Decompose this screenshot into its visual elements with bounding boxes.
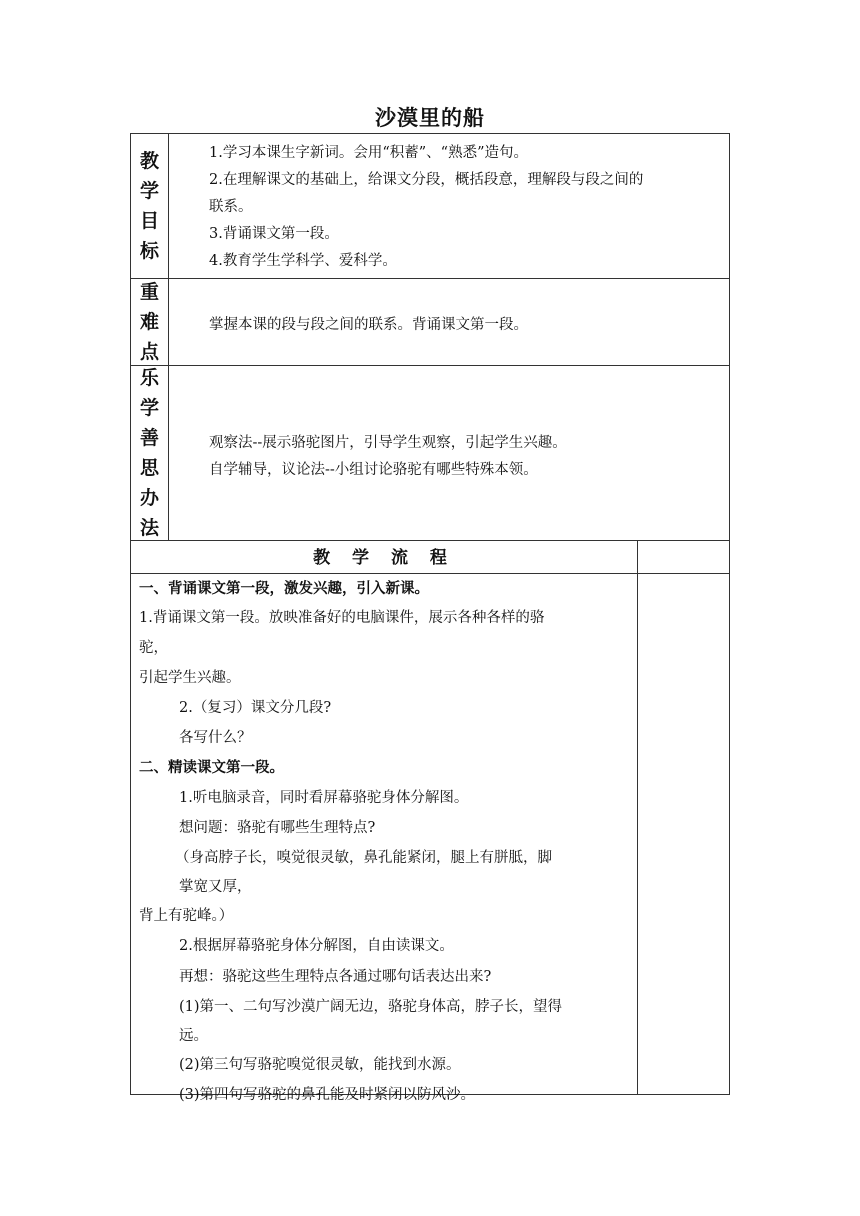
flow-line: 1.背诵课文第一段。放映准备好的电脑课件，展示各种各样的骆 [139,610,545,626]
flow-line: 2.（复习）课文分几段? [179,700,332,716]
document-title: 沙漠里的船 [375,106,485,130]
row-divider [131,365,729,366]
flow-line: 各写什么？ [179,730,252,746]
flow-line: 远。 [179,1028,208,1044]
key-points-content: 掌握本课的段与段之间的联系。背诵课文第一段。 [209,317,528,333]
method-line: 自学辅导，议论法--小组讨论骆驼有哪些特殊本领。 [209,462,538,478]
objectives-label: 教 学 目 标 [139,150,159,262]
lesson-plan-table [130,133,730,1103]
objective-line: 4.教育学生学科学、爱科学。 [209,253,397,269]
objective-line: 联系。 [209,199,253,215]
flow-line: (2)第三句写骆驼嗅觉很灵敏，能找到水源。 [179,1057,461,1073]
column-divider [637,540,638,1094]
column-divider [168,134,169,540]
flow-line: 掌宽又厚， [179,879,252,895]
flow-line: 二、精读课文第一段。 [139,760,284,776]
flow-line: 1.听电脑录音，同时看屏幕骆驼身体分解图。 [179,790,469,806]
flow-line: 一、背诵课文第一段，激发兴趣，引入新课。 [139,581,429,597]
row-divider [131,278,729,279]
teaching-flow-content [131,574,637,1110]
flow-line: 驼， [139,640,168,656]
objective-line: 1.学习本课生字新词。会用“积蓄”、“熟悉”造句。 [209,145,528,161]
key-points-label: 重 难 点 [139,281,159,363]
flow-line: (3)第四句写骆驼的鼻孔能及时紧闭以防风沙。 [179,1087,476,1103]
flow-line: 再想：骆驼这些生理特点各通过哪句话表达出来? [179,969,492,985]
flow-line: 2.根据屏幕骆驼身体分解图，自由读课文。 [179,938,454,954]
row-divider [131,540,729,541]
flow-line: (1)第一、二句写沙漠广阔无边，骆驼身体高，脖子长，望得 [179,999,563,1015]
method-line: 观察法--展示骆驼图片，引导学生观察，引起学生兴趣。 [209,435,567,451]
flow-line: 引起学生兴趣。 [139,670,241,686]
flow-line: （身高脖子长，嗅觉很灵敏，鼻孔能紧闭，腿上有胼胝，脚 [175,850,552,866]
flow-line: 想问题：骆驼有哪些生理特点? [179,820,376,836]
teaching-flow-heading: 教 学 流 程 [313,548,455,568]
flow-line: 背上有驼峰。） [139,908,234,924]
objective-line: 3.背诵课文第一段。 [209,226,339,242]
methods-content [209,430,729,484]
methods-label: 乐 学 善 思 办 法 [139,367,159,539]
objectives-content [173,140,728,275]
objective-line: 2.在理解课文的基础上，给课文分段，概括段意，理解段与段之间的 [209,172,644,188]
